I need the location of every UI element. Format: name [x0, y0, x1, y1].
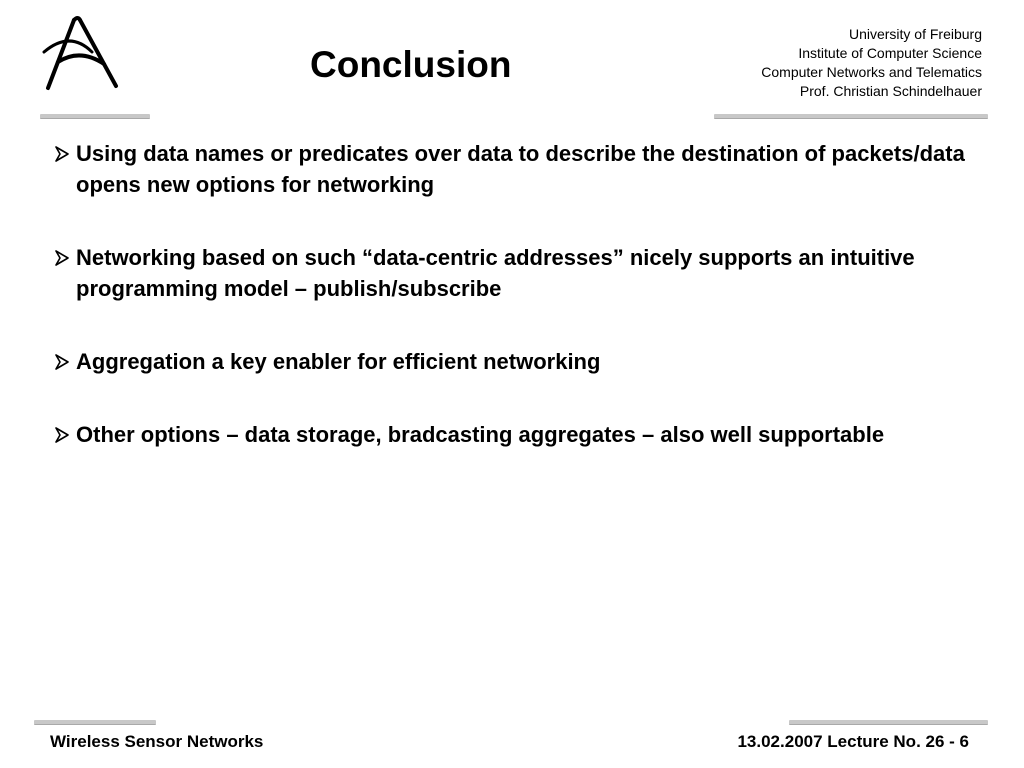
footer-lecture-info: 13.02.2007 Lecture No. 26 - 6 — [737, 732, 969, 751]
header-divider-left — [40, 114, 150, 119]
bullet-text: Using data names or predicates over data to describe the destination of packets/data opens new options for networking — [76, 141, 965, 197]
bullet-text: Networking based on such “data-centric addresses” nicely supports an intuitive programming model – publish/subscribe — [76, 245, 915, 301]
page-title: Conclusion — [310, 44, 512, 85]
bullet-item — [52, 346, 972, 377]
university-logo-icon — [40, 12, 124, 96]
footer-divider-left — [34, 720, 156, 725]
affiliation-professor: Prof. Christian Schindelhauer — [799, 83, 982, 99]
arrow-bullet-icon — [54, 146, 70, 162]
arrow-bullet-icon — [54, 427, 70, 443]
bullet-item — [52, 242, 972, 304]
header-divider-right — [714, 114, 988, 119]
bullet-text: Other options – data storage, bradcasting aggregates – also well supportable — [76, 422, 885, 447]
footer-course-title: Wireless Sensor Networks — [50, 732, 264, 751]
affiliation-university: University of Freiburg — [848, 26, 982, 42]
bullet-item — [52, 419, 972, 450]
arrow-bullet-icon — [54, 250, 70, 266]
affiliation-institute: Institute of Computer Science — [798, 45, 982, 61]
footer-divider-right — [789, 720, 988, 725]
arrow-bullet-icon — [54, 354, 70, 370]
bullet-list — [52, 138, 972, 492]
bullet-text: Aggregation a key enabler for efficient networking — [76, 349, 601, 374]
bullet-item — [52, 138, 972, 200]
affiliation-block — [761, 25, 982, 101]
affiliation-group: Computer Networks and Telematics — [761, 64, 982, 80]
